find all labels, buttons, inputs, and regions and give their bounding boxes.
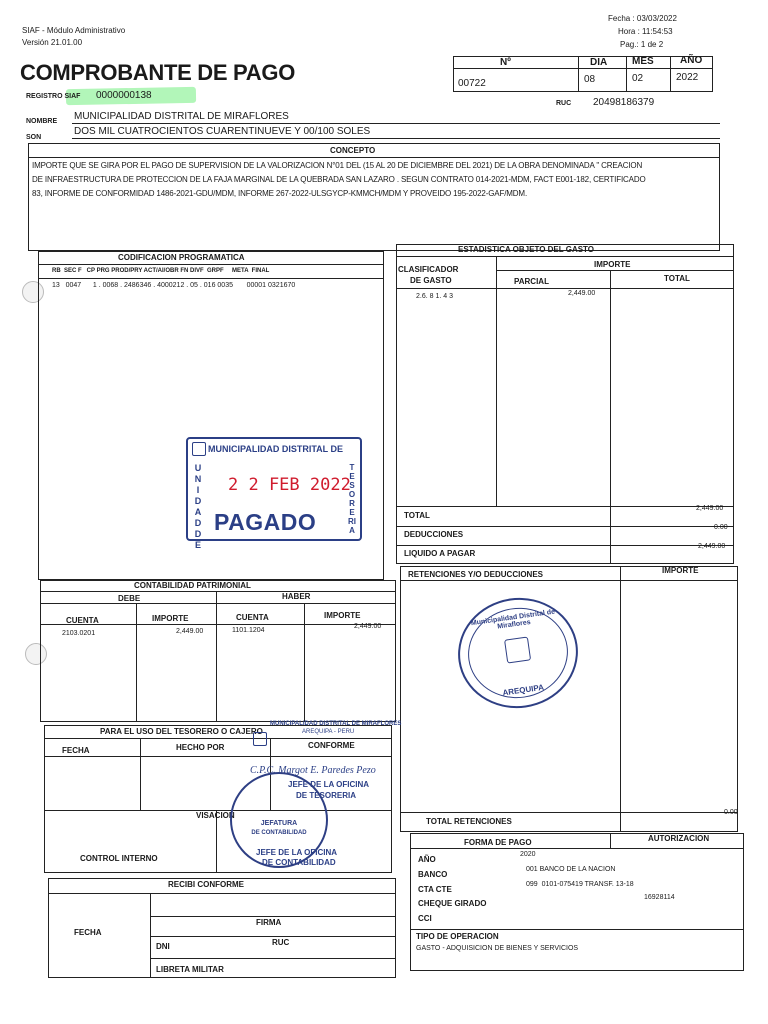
debe-cuenta-value: 2103.0201 [62,630,96,637]
tesorero-title: PARA EL USO DEL TESORERO O CAJERO [100,727,263,736]
son-value: DOS MIL CUATROCIENTOS CUARENTINUEVE Y 00/100 SOLES [74,126,371,137]
total-retenciones-label: TOTAL RETENCIONES [426,817,512,826]
print-time: Hora : 11:54:53 [618,27,673,36]
seal-city: AREQUIPA [501,682,545,698]
crest-icon [192,442,206,456]
pagado-stamp-right: TESORERIA [348,463,356,535]
tipo-operacion-label: TIPO DE OPERACION [416,932,499,941]
cta-cte-label: CTA CTE [418,885,452,894]
estadistica-box [396,244,734,564]
print-date: Fecha : 03/03/2022 [608,14,677,23]
codificacion-headers: RB SEC F CP PRG PROD/PRY ACT/AI/OBR FN DIVF GRPF META FINAL [52,268,270,274]
liquido-value: 2,449.00 [698,543,726,550]
dni-label: DNI [156,942,170,951]
jefe-tesoreria-line-1: JEFE DE LA OFICINA [288,780,370,789]
codificacion-title: CODIFICACION PROGRAMATICA [118,253,245,262]
month-value: 02 [632,73,644,84]
conforme-label: CONFORME [308,741,355,750]
anio-value: 2020 [520,851,536,858]
cheque-value: 16928114 [644,894,675,901]
pagado-stamp-header: MUNICIPALIDAD DISTRITAL DE [208,444,343,454]
page-number: Pag.: 1 de 2 [620,40,664,49]
debe-label: DEBE [118,594,141,603]
debe-cuenta-label: CUENTA [66,616,99,625]
liquido-label: LIQUIDO A PAGAR [404,549,476,558]
cta-cte-value: 099 0101-075419 TRANSF. 13-18 [526,881,634,888]
year-value: 2022 [676,72,699,83]
concepto-line-2: DE INFRAESTRUCTURA DE PROTECCION DE LA FAJA MARGINAL DE LA QUEBRADA SAN LAZARO . SEGUN CONTRATO 014-2021-MDM, FACT E001-182, CERTIFICADO [32,175,646,184]
number-value: 00722 [458,78,486,89]
banco-value: 001 BANCO DE LA NACION [526,866,616,873]
number-date-box [453,56,713,92]
jefe-contabilidad-line-2: DE CONTABILIDAD [262,858,336,867]
nombre-label: NOMBRE [26,118,58,125]
control-interno-label: CONTROL INTERNO [80,854,158,863]
pagado-stamp-date: 2 2 FEB 2022 [228,475,351,495]
number-label: Nº [500,57,511,68]
importe-label: IMPORTE [594,260,631,269]
concepto-line-3: 83, INFORME DE CONFORMIDAD 1486-2021-GDU/MDM, INFORME 267-2022-ULSGYCP-KMMCH/MDM Y PROVEIDO 195-2022-GAF/MDM. [32,189,528,198]
autorizacion-label: AUTORIZACION [648,834,710,843]
muni-stamp-line-2: AREQUIPA - PERU [302,729,355,735]
haber-cuenta-label: CUENTA [236,613,269,622]
year-label: AÑO [680,55,703,66]
recibi-ruc-label: RUC [272,938,290,947]
nombre-value: MUNICIPALIDAD DISTRITAL DE MIRAFLORES [74,111,289,122]
concepto-title: CONCEPTO [330,146,376,155]
libreta-militar-label: LIBRETA MILITAR [156,965,224,974]
total-value: 2,449.00 [696,505,724,512]
haber-importe-value: 2,449.00 [354,623,382,630]
banco-label: BANCO [418,870,448,879]
deducciones-label: DEDUCCIONES [404,530,464,539]
son-label: SON [26,134,42,141]
contabilidad-title: CONTABILIDAD PATRIMONIAL [134,581,251,590]
haber-label: HABER [282,592,311,601]
parcial-value: 2,449.00 [568,290,596,297]
firma-label: FIRMA [256,918,282,927]
total-col-label: TOTAL [664,274,690,283]
pagado-stamp [186,437,362,550]
ruc-label: RUC [556,100,572,107]
jefatura-line-2: DE CONTABILIDAD [251,830,307,836]
seal-text: Municipalidad Distrital de Miraflores [470,608,556,631]
total-retenciones-value: 0.00 [724,809,738,816]
jefe-tesoreria-line-2: DE TESORERIA [296,791,357,800]
registro-value: 0000000138 [96,90,152,101]
clasificador-label: CLASIFICADOR [398,265,459,274]
anio-label: AÑO [418,855,436,864]
debe-importe-value: 2,449.00 [176,628,204,635]
month-label: MES [632,56,654,67]
jefe-contabilidad-line-1: JEFE DE LA OFICINA [256,848,338,857]
cheque-label: CHEQUE GIRADO [418,899,487,908]
document-title: COMPROBANTE DE PAGO [20,60,296,85]
system-name: SIAF - Módulo Administrativo [22,26,126,35]
registro-label: REGISTRO SIAF [26,93,81,100]
pagado-stamp-status: PAGADO [214,509,317,535]
jefatura-line-1: JEFATURA [260,820,298,827]
concepto-line-1: IMPORTE QUE SE GIRA POR EL PAGO DE SUPERVISION DE LA VALORIZACION N°01 DEL (15 AL 20 DE DICIEMBRE DEL 2021) DE LA OBRA DENOMINADA " CREACION [32,161,643,170]
pagado-stamp-left: UNIDAD DE [194,463,202,550]
deducciones-value: 0.00 [714,524,728,531]
day-label: DIA [590,57,608,68]
coat-of-arms-icon [504,636,531,663]
parcial-label: PARCIAL [514,277,549,286]
system-version: Versión 21.01.00 [22,38,83,47]
estadistica-title: ESTADISTICA OBJETO DEL GASTO [458,245,595,254]
cci-label: CCI [418,914,432,923]
tipo-operacion-value: GASTO - ADQUISICION DE BIENES Y SERVICIOS [416,945,579,952]
debe-importe-label: IMPORTE [152,614,189,623]
day-value: 08 [584,74,596,85]
retenciones-importe-label: IMPORTE [662,566,699,575]
ruc-value: 20498186379 [593,97,655,108]
recibi-title: RECIBI CONFORME [168,880,244,889]
visacion-label: VISACION [196,811,235,820]
signature-name: C.P.C. Margot E. Paredes Pezo [250,765,376,776]
haber-importe-label: IMPORTE [324,611,361,620]
muni-stamp-line-1: MUNICIPALIDAD DISTRITAL DE MIRAFLORES [270,721,402,727]
muni-crest-icon [253,732,267,746]
tesorero-fecha-label: FECHA [62,746,90,755]
recibi-fecha-label: FECHA [74,928,102,937]
haber-cuenta-value: 1101.1204 [232,627,265,634]
de-gasto-label: DE GASTO [410,276,452,285]
forma-pago-title: FORMA DE PAGO [464,838,532,847]
clasificador-value: 2.6. 8 1. 4 3 [416,293,453,300]
total-label: TOTAL [404,511,430,520]
codificacion-row: 13 0047 1 . 0068 . 2486346 . 4000212 . 05 . 016 0035 00001 0321670 [52,282,296,289]
hecho-por-label: HECHO POR [176,743,225,752]
contabilidad-box [40,580,396,722]
retenciones-title: RETENCIONES Y/O DEDUCCIONES [408,570,543,579]
